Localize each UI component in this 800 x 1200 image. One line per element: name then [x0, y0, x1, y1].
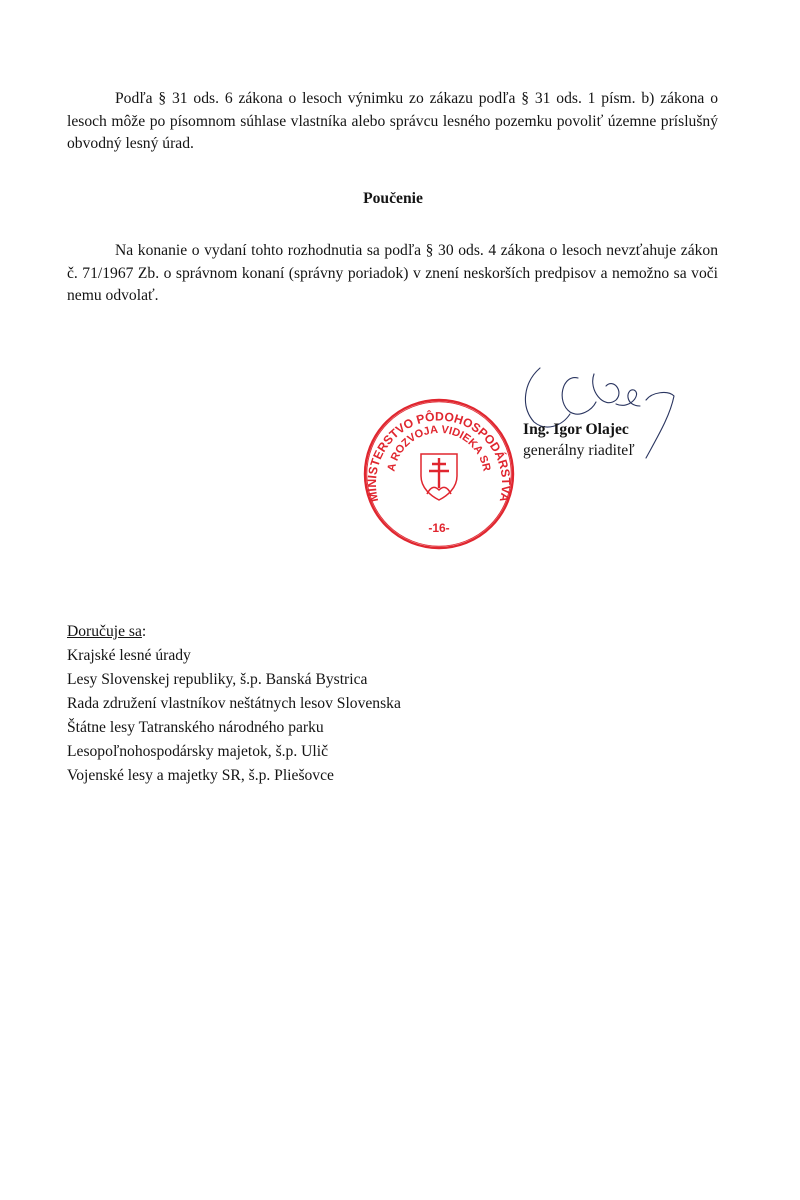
recipient-item: Lesopoľnohospodársky majetok, š.p. Ulič	[67, 743, 328, 760]
stamp-outer-text: MINISTERSTVO PÔDOHOSPODÁRSTVA	[364, 409, 514, 504]
recipient-item: Rada združení vlastníkov neštátnych lesov Slovenska	[67, 695, 401, 712]
section-heading: Poučenie	[363, 190, 423, 207]
stamp-inner-text: A ROZVOJA VIDIEKA SR	[385, 423, 493, 473]
distribution-heading-colon: :	[141, 623, 147, 640]
distribution-heading-label: Doručuje sa	[67, 623, 142, 640]
signer-name: Ing. Igor Olajec	[523, 421, 629, 438]
signer-title: generálny riaditeľ	[523, 442, 635, 459]
official-stamp	[363, 398, 515, 550]
recipient-item: Krajské lesné úrady	[67, 647, 191, 664]
recipient-item: Vojenské lesy a majetky SR, š.p. Pliešovce	[67, 767, 334, 784]
recipient-list	[67, 644, 401, 788]
recipient-item: Lesy Slovenskej republiky, š.p. Banská Bystrica	[67, 671, 368, 688]
stamp-number: -16-	[428, 521, 450, 535]
recipient-item: Štátne lesy Tatranského národného parku	[67, 719, 324, 736]
distribution-heading	[67, 620, 401, 644]
coat-of-arms-icon	[421, 454, 457, 500]
instruction-paragraph: Na konanie o vydaní tohto rozhodnutia sa podľa § 30 ods. 4 zákona o lesoch nevzťahuje zákon č. 71/1967 Zb. o správnom konaní (správny poriadok) v znení neskorších predpisov a nemožno sa voči nemu odvolať.	[67, 242, 718, 304]
legal-paragraph: Podľa § 31 ods. 6 zákona o lesoch výnimku zo zákazu podľa § 31 ods. 1 písm. b) zákona o lesoch môže po písomnom súhlase vlastníka alebo správcu lesného pozemku povoliť územne príslušný obvodný lesný úrad.	[67, 90, 718, 152]
distribution-list	[67, 620, 401, 788]
